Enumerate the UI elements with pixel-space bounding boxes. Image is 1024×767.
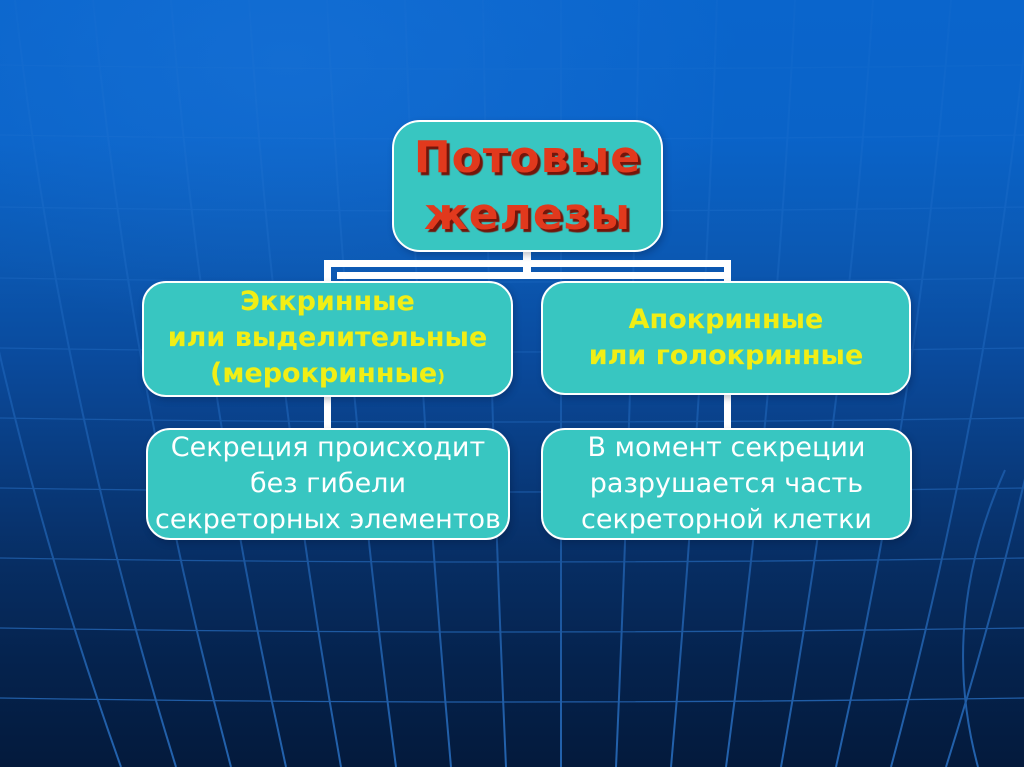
leaf-text-line: разрушается часть — [589, 468, 864, 499]
diagram-root-node — [392, 120, 663, 252]
leaf-node-apocrine-description — [541, 428, 912, 540]
branch-node-eccrine — [142, 281, 513, 397]
root-title-line: железы — [423, 189, 632, 240]
branch-text-line: или выделительные — [167, 321, 488, 353]
branch-text-line — [210, 356, 445, 395]
branch-text-line: Апокринные — [628, 304, 824, 335]
root-title-line: Потовые — [413, 132, 642, 183]
branch-text-line: Эккринные — [240, 285, 415, 317]
connector-branch-to-leaf-left — [324, 394, 331, 432]
branch-node-apocrine — [541, 281, 911, 395]
leaf-text-line: В момент секреции — [587, 432, 866, 463]
branch-text-line: или голокринные — [588, 340, 864, 371]
connector-branch-to-leaf-right — [724, 392, 731, 432]
connector-horizontal-lower — [337, 272, 731, 279]
branch-text-small-paren: ) — [437, 366, 445, 387]
connector-horizontal-upper — [324, 260, 731, 267]
leaf-text-line: Секреция происходит — [170, 432, 486, 463]
branch-text-part: (мерокринные — [210, 357, 438, 389]
leaf-node-eccrine-description — [146, 428, 510, 540]
leaf-text-line: секреторной клетки — [581, 504, 872, 535]
leaf-text-line: секреторных элементов — [155, 504, 501, 535]
leaf-text-line: без гибели — [249, 468, 406, 499]
